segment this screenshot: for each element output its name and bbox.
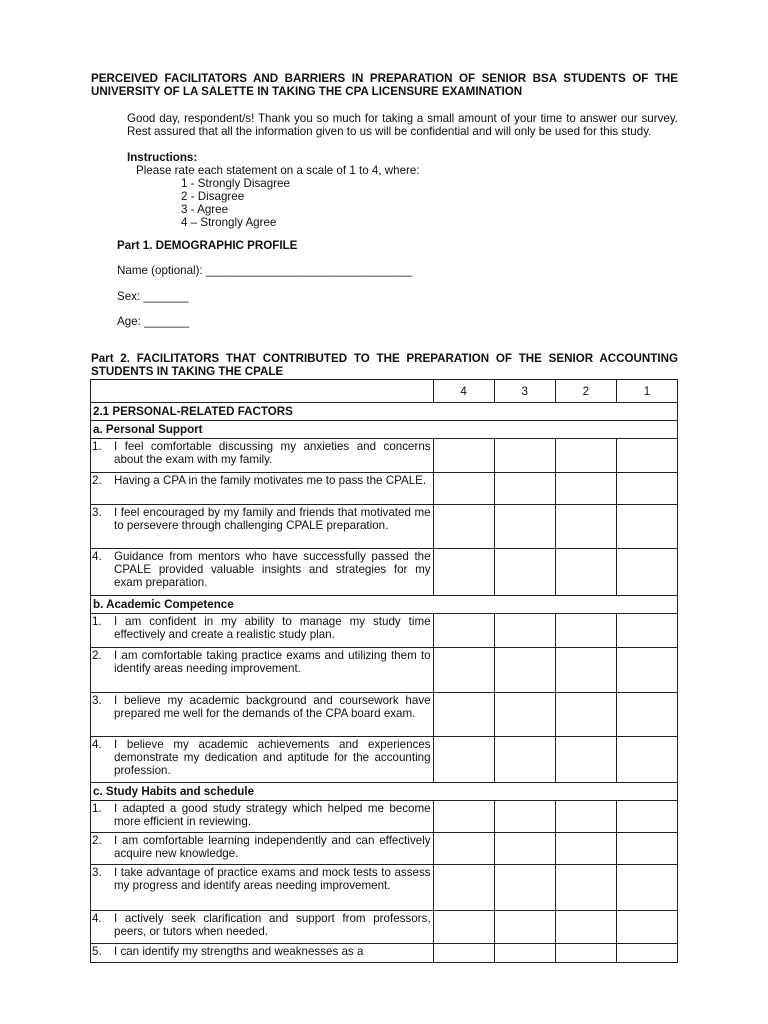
rating-cell-2[interactable] <box>555 833 616 865</box>
statement <box>91 911 433 939</box>
statement <box>91 439 433 467</box>
rating-header-2: 2 <box>555 380 616 403</box>
statement-number: 2. <box>92 474 102 487</box>
statement <box>91 865 433 893</box>
rating-cell-4[interactable] <box>433 737 494 783</box>
statement-text: I am comfortable taking practice exams and utilizing them to identify areas needing improvement. <box>114 649 431 675</box>
statement-row <box>91 833 678 865</box>
statement-cell <box>91 693 434 737</box>
rating-table <box>90 379 678 963</box>
rating-cell-3[interactable] <box>494 833 555 865</box>
rating-cell-1[interactable] <box>616 801 677 833</box>
statement-row <box>91 737 678 783</box>
rating-cell-1[interactable] <box>616 833 677 865</box>
statement-cell <box>91 614 434 648</box>
statement-text: I adapted a good study strategy which helped me become more efficient in reviewing. <box>114 802 431 828</box>
rating-cell-1[interactable] <box>616 693 677 737</box>
statement-cell <box>91 505 434 549</box>
rating-cell-3[interactable] <box>494 737 555 783</box>
statement-text: I feel encouraged by my family and friends that motivated me to persevere through challenging CPALE preparation. <box>114 506 431 532</box>
rating-cell-1[interactable] <box>616 439 677 473</box>
scale-item-2: 2 - Disagree <box>181 190 245 203</box>
statement-cell <box>91 737 434 783</box>
header-blank-cell <box>91 380 434 403</box>
rating-cell-2[interactable] <box>555 944 616 963</box>
scale-item-4: 4 – Strongly Agree <box>181 216 277 229</box>
subsection-row <box>91 783 678 801</box>
statement-text: I am comfortable learning independently and can effectively acquire new knowledge. <box>114 834 431 860</box>
rating-cell-3[interactable] <box>494 911 555 944</box>
statement-number: 1. <box>92 802 102 815</box>
rating-cell-4[interactable] <box>433 865 494 911</box>
rating-cell-1[interactable] <box>616 505 677 549</box>
statement <box>91 693 433 721</box>
statement-cell <box>91 801 434 833</box>
statement-row <box>91 865 678 911</box>
subsection-title: a. Personal Support <box>91 421 678 439</box>
rating-cell-1[interactable] <box>616 911 677 944</box>
rating-cell-2[interactable] <box>555 911 616 944</box>
rating-cell-3[interactable] <box>494 473 555 505</box>
statement-cell <box>91 833 434 865</box>
statement <box>91 549 433 590</box>
statement-text: Guidance from mentors who have successfully passed the CPALE provided valuable insights and strategies for my exam preparation. <box>114 550 431 589</box>
subsection-row <box>91 596 678 614</box>
rating-cell-1[interactable] <box>616 614 677 648</box>
statement-text: I feel comfortable discussing my anxieties and concerns about the exam with my family. <box>114 440 431 466</box>
rating-cell-4[interactable] <box>433 549 494 596</box>
rating-cell-4[interactable] <box>433 439 494 473</box>
statement <box>91 505 433 533</box>
rating-cell-4[interactable] <box>433 648 494 693</box>
rating-cell-2[interactable] <box>555 801 616 833</box>
statement-row <box>91 505 678 549</box>
part1-heading: Part 1. DEMOGRAPHIC PROFILE <box>117 239 298 252</box>
rating-cell-2[interactable] <box>555 737 616 783</box>
statement <box>91 614 433 642</box>
statement-row <box>91 473 678 505</box>
statement <box>91 801 433 829</box>
statement-number: 2. <box>92 649 102 662</box>
rating-cell-4[interactable] <box>433 944 494 963</box>
statement-cell <box>91 648 434 693</box>
sex-field[interactable]: Sex: _______ <box>117 290 189 303</box>
rating-cell-2[interactable] <box>555 473 616 505</box>
rating-cell-3[interactable] <box>494 648 555 693</box>
rating-cell-2[interactable] <box>555 648 616 693</box>
statement-row <box>91 648 678 693</box>
part2-heading: Part 2. FACILITATORS THAT CONTRIBUTED TO THE PREPARATION OF THE SENIOR ACCOUNTING STUDENTS IN TAKING THE CPALE <box>91 352 678 378</box>
instructions-text: Please rate each statement on a scale of 1 to 4, where: <box>136 164 420 177</box>
rating-cell-4[interactable] <box>433 833 494 865</box>
rating-cell-2[interactable] <box>555 505 616 549</box>
statement <box>91 833 433 861</box>
statement-row <box>91 911 678 944</box>
statement-cell <box>91 865 434 911</box>
rating-cell-2[interactable] <box>555 614 616 648</box>
statement-text: I am confident in my ability to manage my study time effectively and create a realistic study plan. <box>114 615 431 641</box>
statement-number: 2. <box>92 834 102 847</box>
rating-scale <box>181 177 290 229</box>
statement-cell <box>91 911 434 944</box>
rating-cell-4[interactable] <box>433 473 494 505</box>
rating-cell-3[interactable] <box>494 549 555 596</box>
statement-row <box>91 614 678 648</box>
rating-cell-4[interactable] <box>433 505 494 549</box>
statement-cell <box>91 549 434 596</box>
statement-text: I believe my academic achievements and experiences demonstrate my dedication and aptitude for the accounting profession. <box>114 738 431 777</box>
rating-cell-3[interactable] <box>494 865 555 911</box>
statement-row <box>91 944 678 963</box>
rating-header-3: 3 <box>494 380 555 403</box>
document-title: PERCEIVED FACILITATORS AND BARRIERS IN PREPARATION OF SENIOR BSA STUDENTS OF THE UNIVERSITY OF LA SALETTE IN TAKING THE CPA LICENSURE EXAMINATION <box>91 72 678 98</box>
statement-row <box>91 801 678 833</box>
statement-number: 5. <box>92 945 102 958</box>
statement-text: I actively seek clarification and support from professors, peers, or tutors when needed. <box>114 912 431 938</box>
statement-number: 3. <box>92 694 102 707</box>
statement <box>91 473 433 488</box>
rating-cell-2[interactable] <box>555 693 616 737</box>
rating-cell-4[interactable] <box>433 801 494 833</box>
rating-cell-2[interactable] <box>555 439 616 473</box>
rating-cell-1[interactable] <box>616 648 677 693</box>
instructions-label: Instructions: <box>127 151 198 164</box>
rating-cell-1[interactable] <box>616 944 677 963</box>
statement-number: 4. <box>92 550 102 563</box>
rating-cell-1[interactable] <box>616 549 677 596</box>
rating-cell-2[interactable] <box>555 549 616 596</box>
statement-row <box>91 439 678 473</box>
section-title: 2.1 PERSONAL-RELATED FACTORS <box>91 403 678 421</box>
statement-text: Having a CPA in the family motivates me to pass the CPALE. <box>114 474 427 487</box>
section-row <box>91 403 678 421</box>
statement <box>91 944 433 959</box>
statement-number: 4. <box>92 738 102 751</box>
rating-cell-4[interactable] <box>433 693 494 737</box>
scale-item-1: 1 - Strongly Disagree <box>181 177 290 190</box>
age-field[interactable]: Age: _______ <box>117 315 190 328</box>
statement-text: I take advantage of practice exams and mock tests to assess my progress and identify areas needing improvement. <box>114 866 431 892</box>
rating-cell-3[interactable] <box>494 505 555 549</box>
statement-row <box>91 693 678 737</box>
rating-cell-1[interactable] <box>616 737 677 783</box>
rating-cell-1[interactable] <box>616 865 677 911</box>
subsection-row <box>91 421 678 439</box>
statement-row <box>91 549 678 596</box>
statement-number: 1. <box>92 440 102 453</box>
statement-number: 1. <box>92 615 102 628</box>
scale-item-3: 3 - Agree <box>181 203 229 216</box>
rating-cell-3[interactable] <box>494 693 555 737</box>
statement-cell <box>91 473 434 505</box>
rating-header-1: 1 <box>616 380 677 403</box>
statement <box>91 737 433 778</box>
statement-cell <box>91 439 434 473</box>
rating-cell-3[interactable] <box>494 944 555 963</box>
intro-paragraph: Good day, respondent/s! Thank you so much for taking a small amount of your time to answer our survey. Rest assured that all the information given to us will be confidential and will only be used for this study. <box>127 112 678 138</box>
statement-number: 3. <box>92 506 102 519</box>
subsection-title: b. Academic Competence <box>91 596 678 614</box>
rating-cell-2[interactable] <box>555 865 616 911</box>
rating-cell-4[interactable] <box>433 614 494 648</box>
rating-header-row <box>91 380 678 403</box>
rating-cell-3[interactable] <box>494 801 555 833</box>
statement-text: I believe my academic background and coursework have prepared me well for the demands of the CPA board exam. <box>114 694 431 720</box>
rating-cell-3[interactable] <box>494 614 555 648</box>
name-field[interactable]: Name (optional): ________________________________ <box>117 264 413 277</box>
statement-number: 4. <box>92 912 102 925</box>
rating-cell-3[interactable] <box>494 439 555 473</box>
rating-cell-1[interactable] <box>616 473 677 505</box>
rating-header-4: 4 <box>433 380 494 403</box>
subsection-title: c. Study Habits and schedule <box>91 783 678 801</box>
statement <box>91 648 433 676</box>
rating-cell-4[interactable] <box>433 911 494 944</box>
statement-number: 3. <box>92 866 102 879</box>
statement-text: I can identify my strengths and weaknesses as a <box>114 945 364 958</box>
statement-cell <box>91 944 434 963</box>
